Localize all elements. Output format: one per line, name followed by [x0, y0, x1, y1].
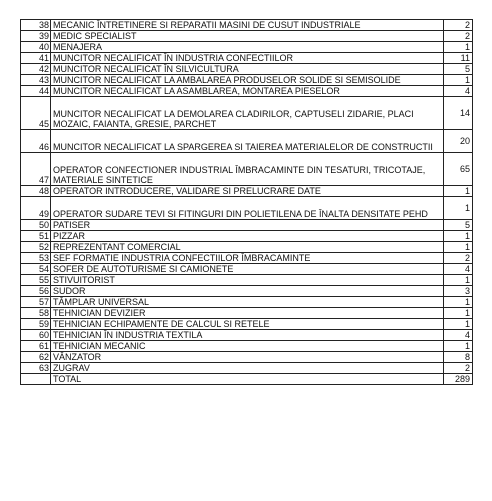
row-number: 38	[21, 20, 51, 31]
occupation-name: VÂNZATOR	[51, 352, 444, 363]
occupation-name: TEHNICIAN ECHIPAMENTE DE CALCUL SI RETELE	[51, 319, 444, 330]
row-number: 48	[21, 186, 51, 197]
vacancy-count: 4	[444, 86, 473, 97]
table-row	[21, 197, 473, 220]
row-number: 49	[21, 197, 51, 220]
vacancy-count: 3	[444, 286, 473, 297]
occupation-name: SEF FORMATIE INDUSTRIA CONFECTIILOR ÎMBRACAMINTE	[51, 253, 444, 264]
occupation-name: TEHNICIAN MECANIC	[51, 341, 444, 352]
row-number: 51	[21, 231, 51, 242]
table-row	[21, 153, 473, 186]
row-number: 61	[21, 341, 51, 352]
vacancy-count: 14	[444, 97, 473, 130]
vacancy-count: 1	[444, 319, 473, 330]
occupation-name: TEHNICIAN ÎN INDUSTRIA TEXTILA	[51, 330, 444, 341]
row-number: 40	[21, 42, 51, 53]
vacancy-count: 1	[444, 308, 473, 319]
occupation-name: MUNCITOR NECALIFICAT LA ASAMBLAREA, MONTAREA PIESELOR	[51, 86, 444, 97]
row-number: 60	[21, 330, 51, 341]
vacancy-count: 4	[444, 330, 473, 341]
vacancy-count: 8	[444, 352, 473, 363]
occupation-name: REPREZENTANT COMERCIAL	[51, 242, 444, 253]
vacancy-count: 1	[444, 42, 473, 53]
table-row	[21, 130, 473, 153]
row-number: 56	[21, 286, 51, 297]
occupation-name: MUNCITOR NECALIFICAT LA AMBALAREA PRODUSELOR SOLIDE SI SEMISOLIDE	[51, 75, 444, 86]
table-row	[21, 363, 473, 374]
occupation-name: TEHNICIAN DEVIZIER	[51, 308, 444, 319]
row-number: 43	[21, 75, 51, 86]
row-number: 62	[21, 352, 51, 363]
row-number: 63	[21, 363, 51, 374]
occupation-name: OPERATOR INTRODUCERE, VALIDARE SI PRELUCRARE DATE	[51, 186, 444, 197]
occupation-name: PIZZAR	[51, 231, 444, 242]
total-row-number	[21, 374, 51, 385]
occupation-name: MECANIC ÎNTRETINERE SI REPARATII MASINI DE CUSUT INDUSTRIALE	[51, 20, 444, 31]
occupation-name: MUNCITOR NECALIFICAT ÎN INDUSTRIA CONFECTIILOR	[51, 53, 444, 64]
vacancy-count: 1	[444, 275, 473, 286]
occupation-name: MENAJERA	[51, 42, 444, 53]
vacancy-count: 2	[444, 363, 473, 374]
vacancy-count: 1	[444, 186, 473, 197]
table-row	[21, 64, 473, 75]
occupation-name: SOFER DE AUTOTURISME SI CAMIONETE	[51, 264, 444, 275]
occupation-name: MUNCITOR NECALIFICAT ÎN SILVICULTURA	[51, 64, 444, 75]
row-number: 47	[21, 153, 51, 186]
table-row	[21, 42, 473, 53]
occupation-name: STIVUITORIST	[51, 275, 444, 286]
table-row	[21, 186, 473, 197]
occupation-name: MUNCITOR NECALIFICAT LA DEMOLAREA CLADIRILOR, CAPTUSELI ZIDARIE, PLACI MOZAIC, FAIANTA, GRESIE, PARCHET	[51, 97, 444, 130]
table-row	[21, 75, 473, 86]
vacancy-count: 20	[444, 130, 473, 153]
row-number: 59	[21, 319, 51, 330]
row-number: 53	[21, 253, 51, 264]
table-row	[21, 253, 473, 264]
vacancy-count: 1	[444, 197, 473, 220]
total-count: 289	[444, 374, 473, 385]
total-label: TOTAL	[51, 374, 444, 385]
table-row	[21, 341, 473, 352]
table-row	[21, 297, 473, 308]
table-row	[21, 330, 473, 341]
table-row	[21, 53, 473, 64]
table-row	[21, 286, 473, 297]
vacancy-count: 1	[444, 297, 473, 308]
vacancy-count: 2	[444, 253, 473, 264]
vacancy-count: 4	[444, 264, 473, 275]
vacancy-count: 5	[444, 220, 473, 231]
vacancy-count: 1	[444, 231, 473, 242]
occupation-name: PATISER	[51, 220, 444, 231]
vacancy-count: 1	[444, 341, 473, 352]
table-row	[21, 352, 473, 363]
total-row	[21, 374, 473, 385]
table-row	[21, 242, 473, 253]
row-number: 52	[21, 242, 51, 253]
jobs-table	[20, 19, 473, 385]
table-row	[21, 220, 473, 231]
row-number: 46	[21, 130, 51, 153]
vacancy-count: 1	[444, 75, 473, 86]
table-row	[21, 319, 473, 330]
occupation-name: MUNCITOR NECALIFICAT LA SPARGEREA SI TAIEREA MATERIALELOR DE CONSTRUCTII	[51, 130, 444, 153]
row-number: 41	[21, 53, 51, 64]
occupation-name: TÂMPLAR UNIVERSAL	[51, 297, 444, 308]
occupation-name: OPERATOR SUDARE TEVI SI FITINGURI DIN POLIETILENA DE ÎNALTA DENSITATE PEHD	[51, 197, 444, 220]
vacancy-count: 2	[444, 31, 473, 42]
table-row	[21, 86, 473, 97]
occupation-name: SUDOR	[51, 286, 444, 297]
table-row	[21, 231, 473, 242]
vacancy-count: 1	[444, 242, 473, 253]
row-number: 45	[21, 97, 51, 130]
occupation-name: ZUGRAV	[51, 363, 444, 374]
vacancy-count: 11	[444, 53, 473, 64]
jobs-table-body	[21, 20, 473, 385]
occupation-name: OPERATOR CONFECTIONER INDUSTRIAL ÎMBRACAMINTE DIN TESATURI, TRICOTAJE, MATERIALE SINTETICE	[51, 153, 444, 186]
row-number: 55	[21, 275, 51, 286]
vacancy-count: 5	[444, 64, 473, 75]
row-number: 58	[21, 308, 51, 319]
table-row	[21, 308, 473, 319]
table-row	[21, 20, 473, 31]
vacancy-count: 65	[444, 153, 473, 186]
table-row	[21, 97, 473, 130]
occupation-name: MEDIC SPECIALIST	[51, 31, 444, 42]
row-number: 44	[21, 86, 51, 97]
table-row	[21, 264, 473, 275]
row-number: 39	[21, 31, 51, 42]
row-number: 50	[21, 220, 51, 231]
table-row	[21, 275, 473, 286]
jobs-table-sheet	[20, 19, 473, 385]
row-number: 54	[21, 264, 51, 275]
table-row	[21, 31, 473, 42]
row-number: 42	[21, 64, 51, 75]
row-number: 57	[21, 297, 51, 308]
vacancy-count: 2	[444, 20, 473, 31]
